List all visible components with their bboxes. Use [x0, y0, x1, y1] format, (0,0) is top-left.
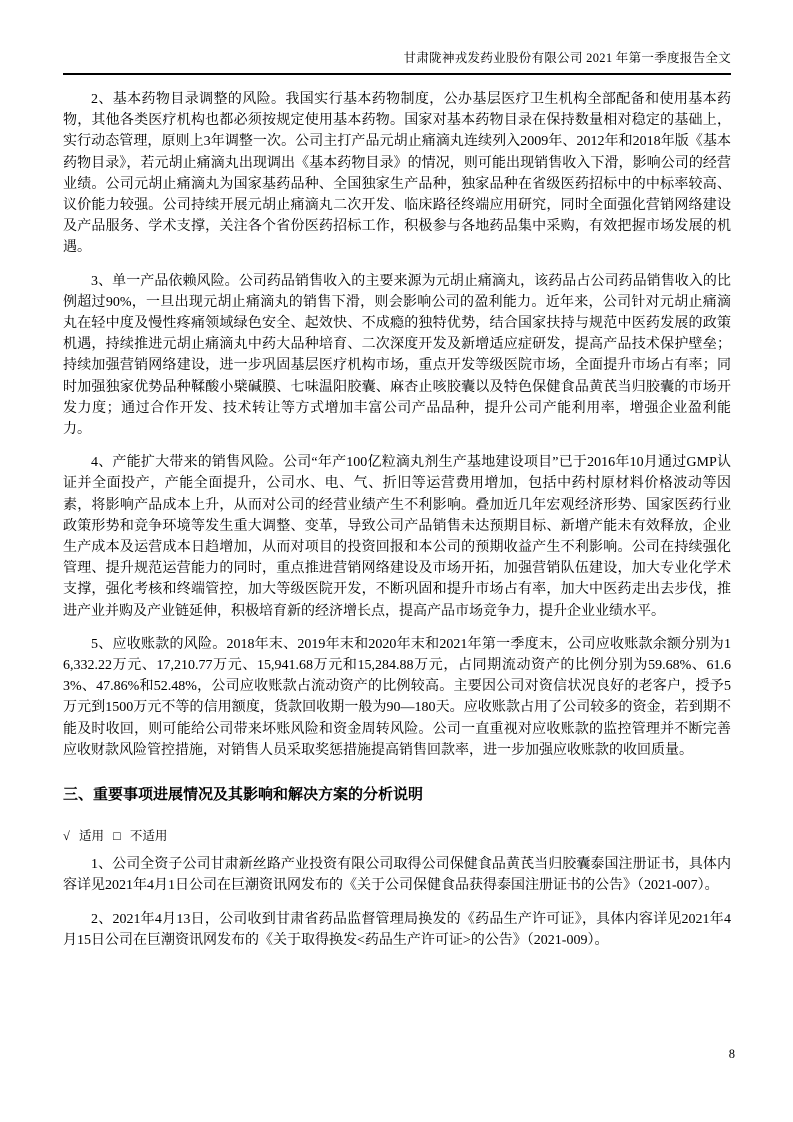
checkmark-icon: √: [63, 829, 70, 844]
section-heading-important-matters: 三、重要事项进展情况及其影响和解决方案的分析说明: [63, 786, 424, 804]
risk-paragraph-capacity-expansion: 4、产能扩大带来的销售风险。公司“年产100亿粒滴丸剂生产基地建设项目”已于2016年10月通过GMP认证并全面投产，产能全面提升，公司水、电、气、折旧等运营费用增加，包括中药村原材料价格波动等因素，将影响产品成本上升，从而对公司的经营业绩产生不利影响。叠加近几年宏观经济形势、国家医药行业政策形势和竞争环境等发生重大调整、变革，导致公司产品销售未达预期目标、新增产能未有效释放，企业生产成本及运营成本日趋增加，从而对项目的投资回报和本公司的预期收益产生不利影响。公司在持续强化管理、提升规范运营能力的同时，重点推进营销网络建设及市场开拓，加强营销队伍建设，加大专业化学术支撑，强化考核和终端管控，加大等级医院开发，不断巩固和提升市场占有率，加大中医药走出去步伐，推进产业并购及产业链延伸，积极培育新的经济增长点，提高产品市场竞争力，提升企业业绩水平。: [63, 455, 731, 619]
risk-paragraph-accounts-receivable: 5、应收账款的风险。2018年末、2019年末和2020年末和2021年第一季度末，公司应收账款余额分别为16,332.22万元、17,210.77万元、15,941.68万元和15,284.88万元，占同期流动资产的比例分别为59.68%、61.63%、47.86%和52.48%，公司应收账款占流动资产的比例较高。主要因公司对资信状况良好的老客户，授予5万元到1500万元不等的信用额度，货款回收期一般为90—180天。应收账款占用了公司较多的资金，若到期不能及时收回，则可能给公司带来坏账风险和资金周转风险。公司一直重视对应收账款的监控管理并不断完善应收财款风险管控措施，对销售人员采取奖惩措施提高销售回款率，进一步加强应收账款的收回质量。: [63, 636, 731, 758]
empty-checkbox-icon: □: [113, 829, 121, 844]
applicability-line: [63, 826, 731, 844]
applicable-label: 适用: [79, 829, 105, 844]
risk-paragraph-single-product: 3、单一产品依赖风险。公司药品销售收入的主要来源为元胡止痛滴丸，该药品占公司药品销售收入的比例超过90%，一旦出现元胡止痛滴丸的销售下滑，则会影响公司的盈利能力。近年来，公司针对元胡止痛滴丸在轻中度及慢性疼痛领域绿色安全、起效快、不成瘾的独特优势，结合国家扶持与规范中医药发展的政策机遇，持续推进元胡止痛滴丸中药大品种培育、二次深度开发及新增适应症研发，提高产品技术保护壁垒；持续加强营销网络建设，进一步巩固基层医疗机构市场，重点开发等级医院市场，全面提升市场占有率；同时加强独家优势品种鞣酸小檗碱膜、七味温阳胶囊、麻杏止咳胶囊以及特色保健食品黄芪当归胶囊的市场开发力度；通过合作开发、技术转让等方式增加丰富公司产品品种，提升公司产能利用率，增强企业盈利能力。: [63, 273, 731, 438]
page-header-title: 甘肃陇神戎发药业股份有限公司 2021 年第一季度报告全文: [63, 48, 731, 75]
risk-paragraph-basic-drug-list: 2、基本药物目录调整的风险。我国实行基本药物制度，公办基层医疗卫生机构全部配备和使用基本药物，其他各类医疗机构也都必须按规定使用基本药物。国家对基本药物目录在保持数量相对稳定的基础上，实行动态管理，原则上3年调整一次。公司主打产品元胡止痛滴丸连续列入2009年、2012年和2018年版《基本药物目录》，若元胡止痛滴丸出现调出《基本药物目录》的情况，则可能出现销售收入下滑，影响公司的经营业绩。公司元胡止痛滴丸为国家基药品种、全国独家生产品种，独家品种在省级医药招标中的中标率较高、议价能力较强。公司持续开展元胡止痛滴丸二次开发、临床路径终端应用研究，同时全面强化营销网络建设及产品服务、学术支撑，关注各个省份医药招标工作，积极参与各地药品集中采购，有效把握市场发展的机遇。: [63, 92, 731, 256]
report-body: [63, 89, 731, 951]
not-applicable-label: 不适用: [129, 829, 168, 844]
page-content: [63, 48, 731, 963]
progress-item-thailand-certificate: 1、公司全资子公司甘肃新丝路产业投资有限公司取得公司保健食品黄芪当归胶囊泰国注册证书，具体内容详见2021年4月1日公司在巨潮资讯网发布的《关于公司保健食品获得泰国注册证书的公告》（2021-007）。: [63, 857, 731, 894]
page-number: 8: [728, 1047, 735, 1061]
progress-item-drug-production-license: 2、2021年4月13日，公司收到甘肃省药品监督管理局换发的《药品生产许可证》，具体内容详见2021年4月15日公司在巨潮资讯网发布的《关于取得换发<药品生产许可证>的公告》（2021-009）。: [63, 911, 731, 948]
